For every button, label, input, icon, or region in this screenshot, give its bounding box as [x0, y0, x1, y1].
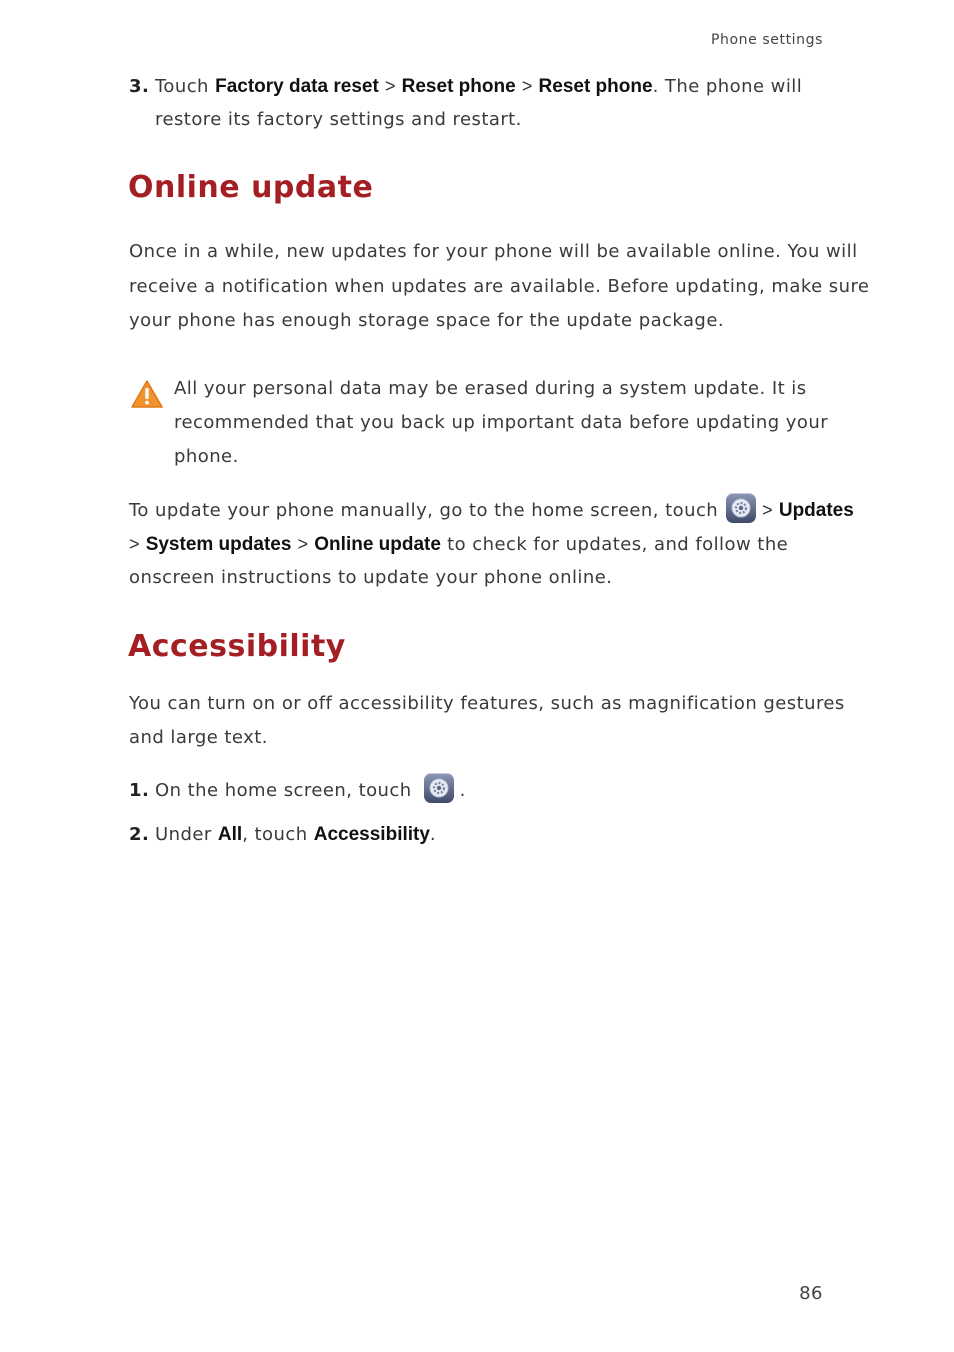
factory-data-reset-label: Factory data reset [215, 76, 379, 97]
accessibility-para-line: and large text. [129, 727, 268, 748]
accessibility-para-line: You can turn on or off accessibility features, such as magnification gestures [129, 693, 845, 714]
step-1: 1. On the home screen, touch . [129, 773, 466, 808]
step-3: 3. Touch Factory data reset > Reset phone > Reset phone. The phone will [129, 69, 802, 104]
running-header: Phone settings [710, 32, 823, 48]
reset-phone-label: Reset phone [401, 76, 516, 97]
step-2: 2. Under All, touch Accessibility. [129, 818, 436, 852]
manual-update-line-3: onscreen instructions to update your phone online. [129, 567, 613, 588]
all-label: All [217, 824, 243, 845]
accessibility-label: Accessibility [313, 824, 430, 845]
warning-triangle-icon [131, 380, 163, 412]
online-update-label: Online update [314, 534, 441, 555]
warning-line: phone. [174, 446, 239, 467]
online-update-para-line: Once in a while, new updates for your phone will be available online. You will [129, 241, 858, 262]
section-heading-accessibility: Accessibility [128, 629, 346, 664]
system-updates-label: System updates [145, 534, 292, 555]
manual-update-line-2: > System updates > Online update to check for updates, and follow the [129, 534, 789, 555]
reset-phone-label: Reset phone [538, 76, 653, 97]
settings-gear-icon [726, 493, 756, 523]
updates-label: Updates [778, 500, 854, 521]
page-number: 86 [799, 1283, 823, 1304]
step-3-line-2: restore its factory settings and restart. [155, 109, 522, 130]
online-update-para-line: your phone has enough storage space for the update package. [129, 310, 725, 331]
step-number: 3. [129, 76, 150, 97]
step-number: 1. [129, 780, 150, 801]
warning-line: recommended that you back up important data before updating your [174, 412, 829, 433]
online-update-para-line: receive a notification when updates are available. Before updating, make sure [129, 276, 870, 297]
manual-update-line-1: To update your phone manually, go to the home screen, touch > Updates [129, 493, 854, 528]
settings-gear-icon [424, 773, 454, 803]
warning-line: All your personal data may be erased during a system update. It is [174, 378, 807, 399]
step-number: 2. [129, 824, 150, 845]
section-heading-online-update: Online update [128, 170, 374, 205]
